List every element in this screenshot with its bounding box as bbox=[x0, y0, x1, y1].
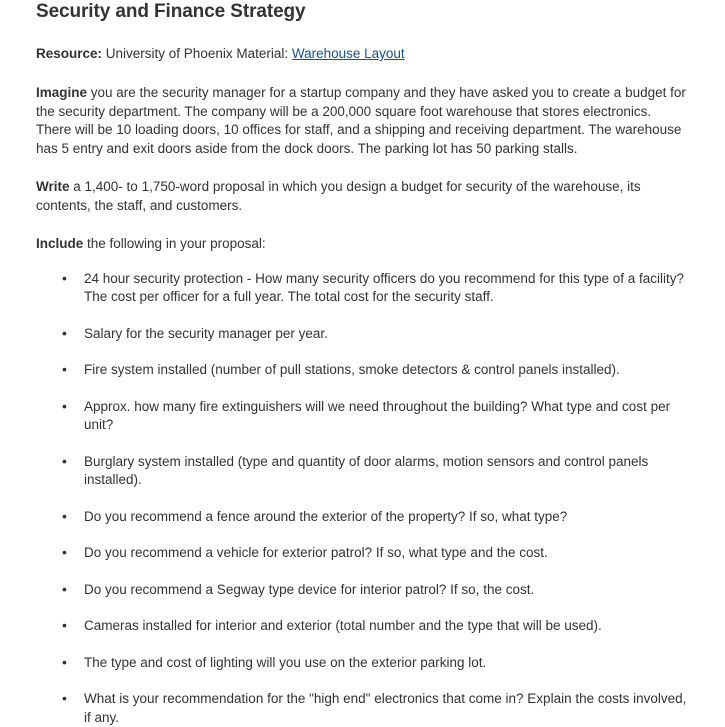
resource-label: Resource: bbox=[36, 46, 102, 61]
paragraph-include-text: the following in your proposal: bbox=[83, 236, 265, 251]
resource-line bbox=[36, 44, 689, 64]
list-item: • Salary for the security manager per year. bbox=[36, 325, 689, 344]
paragraph-imagine-text: you are the security manager for a startup company and they have asked you to create a budget for the security department. The company will be a 200,000 square foot warehouse that stores electronics. There will be 10 loading doors, 10 offices for staff, and a shipping and receiving department. The warehouse has 5 entry and exit doors aside from the dock doors. The parking lot has 50 parking stalls. bbox=[36, 85, 686, 156]
paragraph-imagine-lead: Imagine bbox=[36, 85, 87, 100]
paragraph-include bbox=[36, 235, 689, 254]
paragraph-imagine bbox=[36, 84, 689, 158]
list-item: • Fire system installed (number of pull stations, smoke detectors & control panels installed). bbox=[36, 361, 689, 380]
list-item: • Do you recommend a fence around the exterior of the property? If so, what type? bbox=[36, 508, 689, 527]
list-item: • Cameras installed for interior and exterior (total number and the type that will be used). bbox=[36, 617, 689, 636]
list-item: • Do you recommend a vehicle for exterior patrol? If so, what type and the cost. bbox=[36, 544, 689, 563]
list-item: • Burglary system installed (type and quantity of door alarms, motion sensors and control panels installed). bbox=[36, 453, 689, 490]
list-item: • 24 hour security protection - How many security officers do you recommend for this type of a facility? The cost per officer for a full year. The total cost for the security staff. bbox=[36, 270, 689, 307]
paragraph-write-lead: Write bbox=[36, 179, 70, 194]
list-item: • What is your recommendation for the "high end" electronics that come in? Explain the costs involved, if any. bbox=[36, 690, 689, 727]
resource-text: University of Phoenix Material: bbox=[102, 46, 292, 61]
requirements-list bbox=[36, 270, 689, 727]
paragraph-include-lead: Include bbox=[36, 236, 83, 251]
page-title: Security and Finance Strategy bbox=[36, 0, 689, 24]
list-item: • Approx. how many fire extinguishers will we need throughout the building? What type and cost per unit? bbox=[36, 398, 689, 435]
paragraph-write bbox=[36, 178, 689, 215]
list-item: • Do you recommend a Segway type device for interior patrol? If so, the cost. bbox=[36, 581, 689, 600]
list-item: • The type and cost of lighting will you use on the exterior parking lot. bbox=[36, 654, 689, 673]
paragraph-write-text: a 1,400- to 1,750-word proposal in which you design a budget for security of the warehouse, its contents, the staff, and customers. bbox=[36, 179, 641, 213]
warehouse-layout-link[interactable]: Warehouse Layout bbox=[292, 46, 405, 61]
